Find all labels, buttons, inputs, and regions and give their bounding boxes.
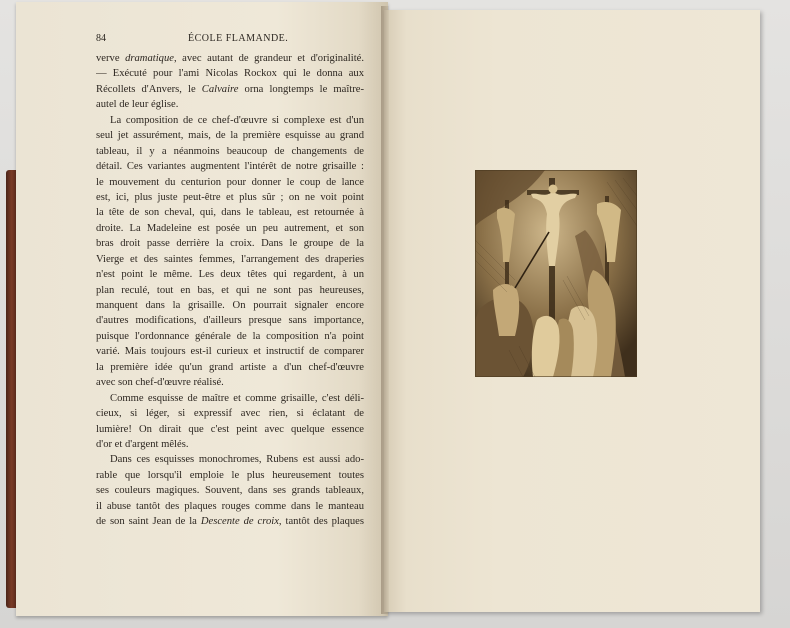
text-line: [96, 406, 364, 421]
text-segment: Récollets d'Anvers, le: [96, 83, 202, 95]
italic-title: Descente de croix: [200, 516, 279, 528]
text-segment: d'or et d'argent mêlés.: [96, 438, 189, 450]
text-line: [96, 51, 364, 66]
text-segment: avec son chef-d'œuvre réalisé.: [96, 377, 224, 389]
text-line: [96, 329, 364, 344]
text-segment: varié. Mais toujours est-il curieux et instructif de comparer: [96, 346, 364, 358]
text-segment: droite. La Madeleine est posée un peu autrement, et son: [96, 222, 364, 234]
text-segment: seul jet assurément, mais, de la première esquisse au grand: [96, 130, 364, 142]
text-segment: — Exécuté pour l'ami Nicolas Rockox qui le donna aux: [96, 68, 364, 80]
text-line: [96, 298, 364, 313]
text-line: [96, 483, 364, 498]
text-segment: la première idée qu'un grand artiste a d'un chef-d'œuvre: [96, 361, 364, 373]
italic-title: Calvaire: [201, 83, 239, 95]
text-segment: verve: [96, 53, 126, 64]
text-segment: La composition de ce chef-d'œuvre si complexe est d'un: [110, 114, 364, 126]
text-segment: , avec autant de grandeur et d'originalité.: [173, 53, 364, 64]
text-line: [96, 313, 364, 328]
text-segment: bras droit passe derrière la croix. Dans le groupe de la: [96, 238, 364, 250]
text-line: [96, 422, 364, 437]
text-segment: orna longtemps le maître-: [238, 83, 364, 95]
text-line: [96, 221, 364, 236]
text-segment: il abuse tantôt des plaques rouges comme dans le manteau: [96, 500, 364, 512]
page-number: 84: [96, 33, 106, 44]
text-segment: Comme esquisse de maître et comme grisaille, c'est déli-: [110, 392, 364, 404]
text-line: [96, 236, 364, 251]
crucifixion-engraving: [475, 170, 637, 377]
italic-title: dramatique: [125, 53, 174, 64]
text-line: [96, 190, 364, 205]
text-segment: détail. Ces variantes augmentent l'intérêt de notre grisaille :: [96, 161, 364, 173]
text-line: [96, 252, 364, 267]
text-segment: puisque l'ordonnance générale de la composition n'a point: [96, 330, 364, 342]
text-line: [96, 283, 364, 298]
text-segment: est, ici, plus juste peut-être et plus sûr ; on ne voit point: [96, 191, 364, 203]
text-segment: rable que lorsqu'il emploie le plus heureusement toutes: [96, 469, 364, 481]
text-segment: la tête de son cheval, qui, dans le tableau, est retournée à: [96, 207, 364, 219]
text-line: [96, 452, 364, 467]
text-line: [96, 66, 364, 81]
text-line: [96, 205, 364, 220]
text-line: [96, 360, 364, 375]
text-line: [96, 391, 364, 406]
text-segment: autel de leur église.: [96, 99, 179, 111]
text-line: [96, 514, 364, 529]
text-segment: n'est point le même. Les deux têtes qui regardent, à un: [96, 269, 364, 281]
text-segment: tableau, il y a néanmoins beaucoup de changements de: [96, 145, 364, 157]
text-segment: cieux, si léger, si expressif avec rien, si éclatant de: [96, 408, 364, 420]
text-line: [96, 499, 364, 514]
text-line: [96, 344, 364, 359]
text-segment: Dans ces esquisses monochromes, Rubens est aussi ado-: [110, 454, 364, 466]
text-segment: le mouvement du centurion pour donner le coup de lance: [96, 176, 364, 188]
text-line: [96, 128, 364, 143]
text-line: [96, 97, 364, 112]
text-segment: lumière! On dirait que c'est peint avec quelque essence: [96, 423, 364, 435]
text-line: [96, 267, 364, 282]
text-line: [96, 437, 364, 452]
running-head: [96, 33, 364, 49]
book-gutter: [381, 6, 389, 614]
text-line: [96, 375, 364, 390]
text-segment: plan reculé, tout en bas, et qui ne sont pas heureuses,: [96, 284, 364, 296]
text-line: [96, 159, 364, 174]
text-line: [96, 175, 364, 190]
body-text: [96, 51, 364, 530]
text-segment: ses couleurs magiques. Souvent, dans ses grands tableaux,: [96, 485, 364, 497]
text-segment: , tantôt des plaques: [278, 516, 364, 528]
text-segment: Vierge et des saintes femmes, l'arrangement des draperies: [96, 253, 364, 265]
text-segment: de son saint Jean de la: [96, 516, 201, 528]
text-line: [96, 82, 364, 97]
page-heading: ÉCOLE FLAMANDE.: [188, 33, 289, 44]
illustration-plate: [475, 170, 637, 377]
text-segment: d'autres modifications, d'ailleurs presque sans importance,: [96, 315, 364, 327]
text-line: [96, 468, 364, 483]
text-segment: manquent dans la grisaille. On pourrait signaler encore: [96, 300, 364, 311]
text-line: [96, 113, 364, 128]
text-line: [96, 144, 364, 159]
